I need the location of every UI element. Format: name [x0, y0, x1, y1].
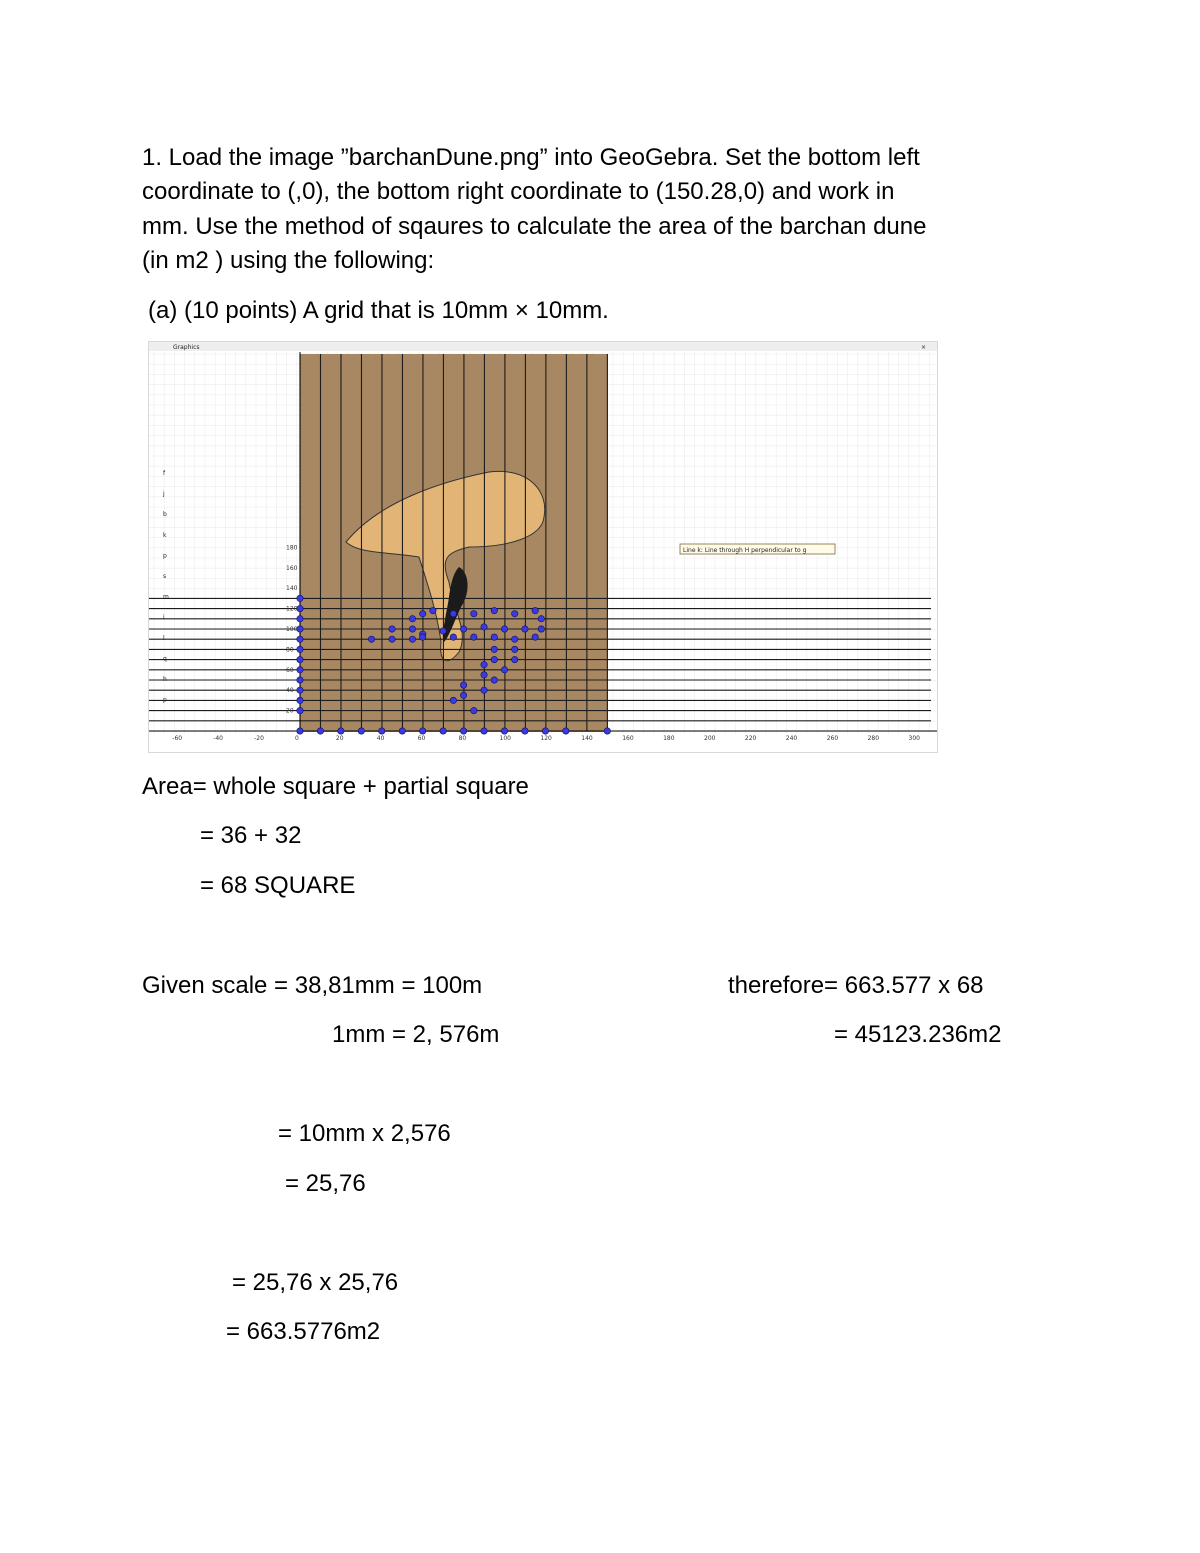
point-marker[interactable] — [471, 707, 477, 713]
point-marker[interactable] — [604, 728, 610, 734]
point-marker[interactable] — [297, 616, 303, 622]
point-marker[interactable] — [389, 636, 395, 642]
point-marker[interactable] — [460, 692, 466, 698]
point-marker[interactable] — [399, 728, 405, 734]
point-marker[interactable] — [522, 728, 528, 734]
x-tick-label: 180 — [663, 735, 675, 742]
point-marker[interactable] — [532, 607, 538, 613]
point-marker[interactable] — [317, 728, 323, 734]
y-tick-label: 80 — [286, 646, 294, 654]
tooltip-text: Line k: Line through H perpendicular to g — [683, 547, 807, 554]
point-marker[interactable] — [512, 636, 518, 642]
point-marker[interactable] — [409, 636, 415, 642]
point-marker[interactable] — [563, 728, 569, 734]
point-marker[interactable] — [379, 728, 385, 734]
point-marker[interactable] — [481, 624, 487, 630]
point-marker[interactable] — [512, 646, 518, 652]
point-marker[interactable] — [538, 616, 544, 622]
point-marker[interactable] — [297, 687, 303, 693]
point-marker[interactable] — [501, 626, 507, 632]
area-formula: Area= whole square + partial square — [142, 773, 529, 800]
geogebra-screenshot — [148, 341, 938, 753]
point-marker[interactable] — [491, 634, 497, 640]
point-marker[interactable] — [491, 677, 497, 683]
point-marker[interactable] — [297, 677, 303, 683]
point-marker[interactable] — [297, 728, 303, 734]
x-tick-label: 220 — [744, 735, 757, 742]
square-area: = 663.5776m2 — [226, 1318, 381, 1345]
line-label: f — [163, 470, 166, 477]
result-area: = 45123.236m2 — [834, 1021, 1002, 1048]
point-marker[interactable] — [542, 728, 548, 734]
point-marker[interactable] — [532, 634, 538, 640]
x-tick-label: 40 — [376, 735, 385, 742]
point-marker[interactable] — [481, 672, 487, 678]
point-marker[interactable] — [481, 728, 487, 734]
line-label: h — [163, 676, 167, 683]
x-tick-label: -40 — [213, 735, 224, 742]
point-marker[interactable] — [491, 607, 497, 613]
line-labels — [162, 470, 169, 704]
point-marker[interactable] — [460, 728, 466, 734]
point-marker[interactable] — [297, 636, 303, 642]
side-value: = 25,76 — [285, 1170, 366, 1197]
y-tick-label: 20 — [286, 707, 294, 715]
point-marker[interactable] — [501, 667, 507, 673]
point-marker[interactable] — [297, 707, 303, 713]
point-marker[interactable] — [471, 611, 477, 617]
point-marker[interactable] — [450, 634, 456, 640]
scale-given: Given scale = 38,81mm = 100m — [142, 972, 483, 999]
point-marker[interactable] — [522, 626, 528, 632]
point-marker[interactable] — [450, 697, 456, 703]
point-marker[interactable] — [297, 605, 303, 611]
header-bar — [149, 342, 937, 351]
question-line-2: coordinate to (,0), the bottom right coordinate to (150.28,0) and work in — [142, 178, 895, 205]
point-marker[interactable] — [430, 607, 436, 613]
x-axis-ticks — [172, 735, 920, 742]
point-marker[interactable] — [297, 697, 303, 703]
line-label: m — [163, 593, 169, 601]
y-tick-label: 160 — [286, 564, 298, 572]
point-marker[interactable] — [440, 728, 446, 734]
point-marker[interactable] — [358, 728, 364, 734]
point-marker[interactable] — [409, 616, 415, 622]
y-tick-label: 180 — [286, 544, 298, 552]
point-marker[interactable] — [538, 626, 544, 632]
x-tick-label: 100 — [499, 735, 511, 742]
area-total: = 68 SQUARE — [200, 872, 356, 899]
y-tick-label: 140 — [286, 585, 298, 593]
tooltip-box — [680, 544, 835, 554]
point-marker[interactable] — [389, 626, 395, 632]
point-marker[interactable] — [471, 634, 477, 640]
x-tick-label: 280 — [867, 735, 880, 742]
point-marker[interactable] — [409, 626, 415, 632]
x-tick-label: 140 — [581, 735, 593, 742]
point-marker[interactable] — [297, 595, 303, 601]
point-marker[interactable] — [491, 646, 497, 652]
line-label: b — [163, 511, 167, 519]
point-marker[interactable] — [450, 611, 456, 617]
point-marker[interactable] — [297, 646, 303, 652]
point-marker[interactable] — [491, 656, 497, 662]
area-sum: = 36 + 32 — [200, 822, 302, 849]
side-calc: = 10mm x 2,576 — [278, 1120, 451, 1147]
x-tick-label: 0 — [295, 735, 299, 742]
therefore-line: therefore= 663.577 x 68 — [728, 972, 984, 999]
point-marker[interactable] — [460, 682, 466, 688]
line-label: p — [163, 696, 167, 704]
y-tick-label: 120 — [286, 605, 298, 613]
point-marker[interactable] — [297, 626, 303, 632]
panel-title: Graphics — [173, 344, 200, 351]
point-marker[interactable] — [512, 611, 518, 617]
y-tick-label: 100 — [286, 626, 298, 633]
point-marker[interactable] — [501, 728, 507, 734]
question-line-1: 1. Load the image ”barchanDune.png” into GeoGebra. Set the bottom left — [142, 144, 920, 171]
x-tick-label: 60 — [417, 735, 426, 742]
scale-unit: 1mm = 2, 576m — [332, 1021, 500, 1048]
line-label: s — [163, 573, 167, 580]
y-tick-label: 60 — [286, 666, 294, 674]
point-marker[interactable] — [481, 687, 487, 693]
close-icon[interactable]: × — [921, 344, 927, 351]
point-marker[interactable] — [420, 611, 426, 617]
x-tick-label: 200 — [704, 735, 716, 742]
x-tick-label: 120 — [540, 735, 552, 742]
point-marker[interactable] — [512, 656, 518, 662]
question-line-3: mm. Use the method of sqaures to calculate the area of the barchan dune — [142, 213, 927, 240]
x-tick-label: 80 — [458, 735, 467, 742]
line-label: q — [163, 655, 167, 663]
line-label: p — [163, 552, 167, 560]
geogebra-graphics-view — [149, 342, 937, 752]
point-marker[interactable] — [481, 662, 487, 668]
x-tick-label: -20 — [254, 735, 264, 742]
x-tick-label: 240 — [785, 735, 798, 742]
line-label: j — [163, 490, 165, 498]
x-tick-label: 260 — [826, 735, 839, 742]
y-axis-ticks — [286, 544, 298, 714]
line-label: k — [163, 531, 167, 539]
line-label: l — [163, 634, 165, 642]
point-marker[interactable] — [420, 728, 426, 734]
point-marker[interactable] — [460, 626, 466, 632]
y-tick-label: 40 — [286, 687, 294, 695]
x-tick-label: 160 — [622, 735, 634, 742]
point-marker[interactable] — [297, 656, 303, 662]
x-tick-label: -60 — [172, 735, 183, 742]
question-line-4: (in m2 ) using the following: — [142, 247, 435, 274]
x-tick-label: 300 — [908, 735, 920, 742]
square-calc: = 25,76 x 25,76 — [232, 1269, 399, 1296]
x-tick-label: 20 — [335, 735, 344, 742]
point-marker[interactable] — [440, 628, 446, 634]
point-marker[interactable] — [368, 636, 374, 642]
point-marker[interactable] — [297, 667, 303, 673]
line-label: i — [163, 614, 165, 622]
point-marker[interactable] — [420, 634, 426, 640]
point-marker[interactable] — [338, 728, 344, 734]
question-part-a: (a) (10 points) A grid that is 10mm × 10mm. — [148, 297, 609, 324]
